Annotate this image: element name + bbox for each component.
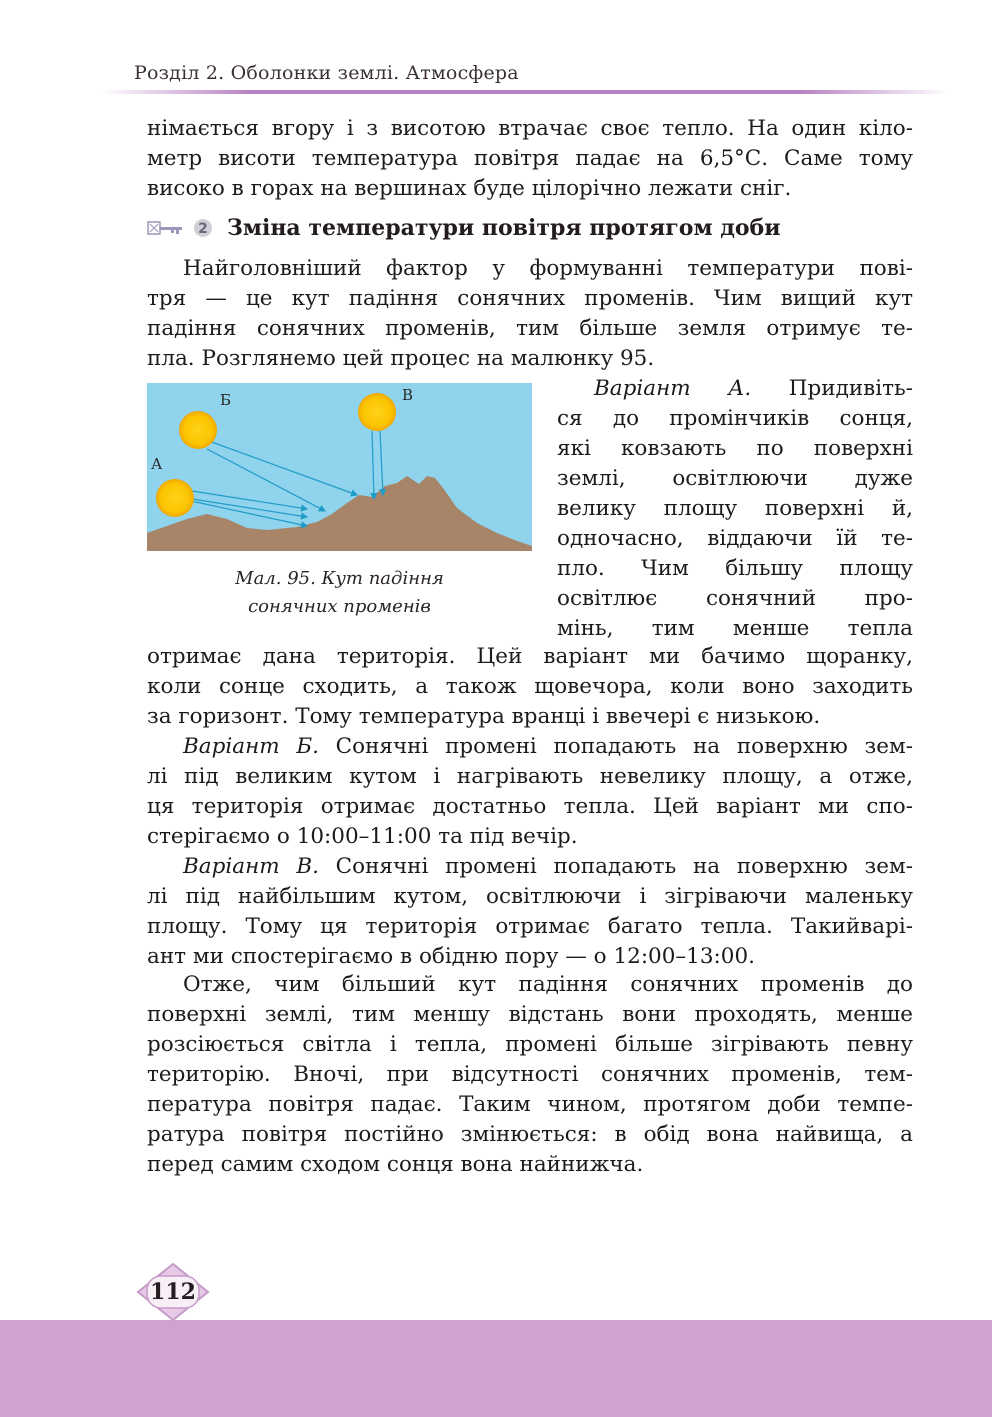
label-a: А (151, 455, 163, 473)
text-line: тря — це кут падіння сонячних променів. Чим вищий кут (147, 286, 913, 311)
caption-line: сонячних променів (248, 596, 431, 617)
text-line: стерігаємо о 10:00–11:00 та під вечір. (147, 824, 578, 849)
text-line: метр висоти температура повітря падає на 6,5°С. Саме тому (147, 146, 913, 171)
text-line: мінь, тим менше тепла (557, 616, 913, 641)
text-line: високо в горах на вершинах буде цілорічно лежати сніг. (147, 176, 792, 201)
text-line: поверхні землі, тим меншу відстань вони проходять, менше (147, 1002, 913, 1027)
text-line: коли сонце сходить, а також щовечора, коли воно заходить (147, 674, 913, 699)
text-line: отримає дана територія. Цей варіант ми бачимо щоранку, (147, 644, 913, 669)
key-icon (147, 218, 215, 238)
text-line: за горизонт. Тому температура вранці і ввечері є низькою. (147, 704, 821, 729)
text-line: Отже, чим більший кут падіння сонячних променів до (183, 972, 913, 997)
text-line: розсіюється світла і тепла, промені більше зігрівають певну (147, 1032, 913, 1057)
text-line: Варіант А. Придивіть- (594, 376, 913, 401)
sun-b (179, 411, 217, 449)
sun-a (156, 479, 194, 517)
sun-c (358, 393, 396, 431)
sun-angle-illustration (147, 383, 532, 551)
section-number: 2 (198, 221, 208, 237)
figure-caption (147, 565, 532, 621)
label-c: В (402, 386, 414, 404)
header-divider (100, 90, 950, 94)
text-line: ця територія отримає достатньо тепла. Цей варіант ми спо- (147, 794, 913, 819)
text-line: падіння сонячних променів, тим більше земля отримує те- (147, 316, 913, 341)
text-line: пература повітря падає. Таким чином, протягом доби темпе- (147, 1092, 913, 1117)
caption-line: Мал. 95. Кут падіння (235, 568, 444, 589)
section-title: Зміна температури повітря протягом доби (227, 215, 781, 241)
text-line: які ковзають по поверхні (557, 436, 913, 461)
text-line: площу. Тому ця територія отримає багато тепла. Такийварі- (147, 914, 913, 939)
text-line: пло. Чим більшу площу (557, 556, 913, 581)
text-line: ант ми спостерігаємо в обідню пору — о 12:00–13:00. (147, 944, 755, 969)
text-line: одночасно, віддаючи їй те- (557, 526, 913, 551)
running-header: Розділ 2. Оболонки землі. Атмосфера (134, 62, 519, 84)
text-line: лі під найбільшим кутом, освітлюючи і зігріваючи маленьку (147, 884, 913, 909)
text-line: німається вгору і з висотою втрачає своє тепло. На один кіло- (147, 116, 913, 141)
text-line: лі під великим кутом і нагрівають невелику площу, а отже, (147, 764, 913, 789)
text-line: велику площу поверхні й, (557, 496, 913, 521)
text-line: перед самим сходом сонця вона найнижча. (147, 1152, 644, 1177)
section-heading (147, 211, 781, 245)
text-line: Варіант В. Сонячні промені попадають на поверхню зем- (183, 854, 913, 879)
text-line: ся до промінчиків сонця, (557, 406, 913, 431)
text-line: Варіант Б. Сонячні промені попадають на поверхню зем- (183, 734, 913, 759)
text-line: освітлює сонячний про- (557, 586, 913, 611)
text-line: Найголовніший фактор у формуванні температури пові- (183, 256, 913, 281)
page-number: 112 (150, 1279, 196, 1305)
text-line: ратура повітря постійно змінюється: в обід вона найвища, а (147, 1122, 913, 1147)
label-b: Б (220, 391, 232, 409)
footer-band (0, 1320, 992, 1417)
text-line: територію. Вночі, при відсутності сонячних променів, тем- (147, 1062, 913, 1087)
text-line: пла. Розглянемо цей процес на малюнку 95. (147, 346, 655, 371)
text-line: землі, освітлюючи дуже (557, 466, 913, 491)
